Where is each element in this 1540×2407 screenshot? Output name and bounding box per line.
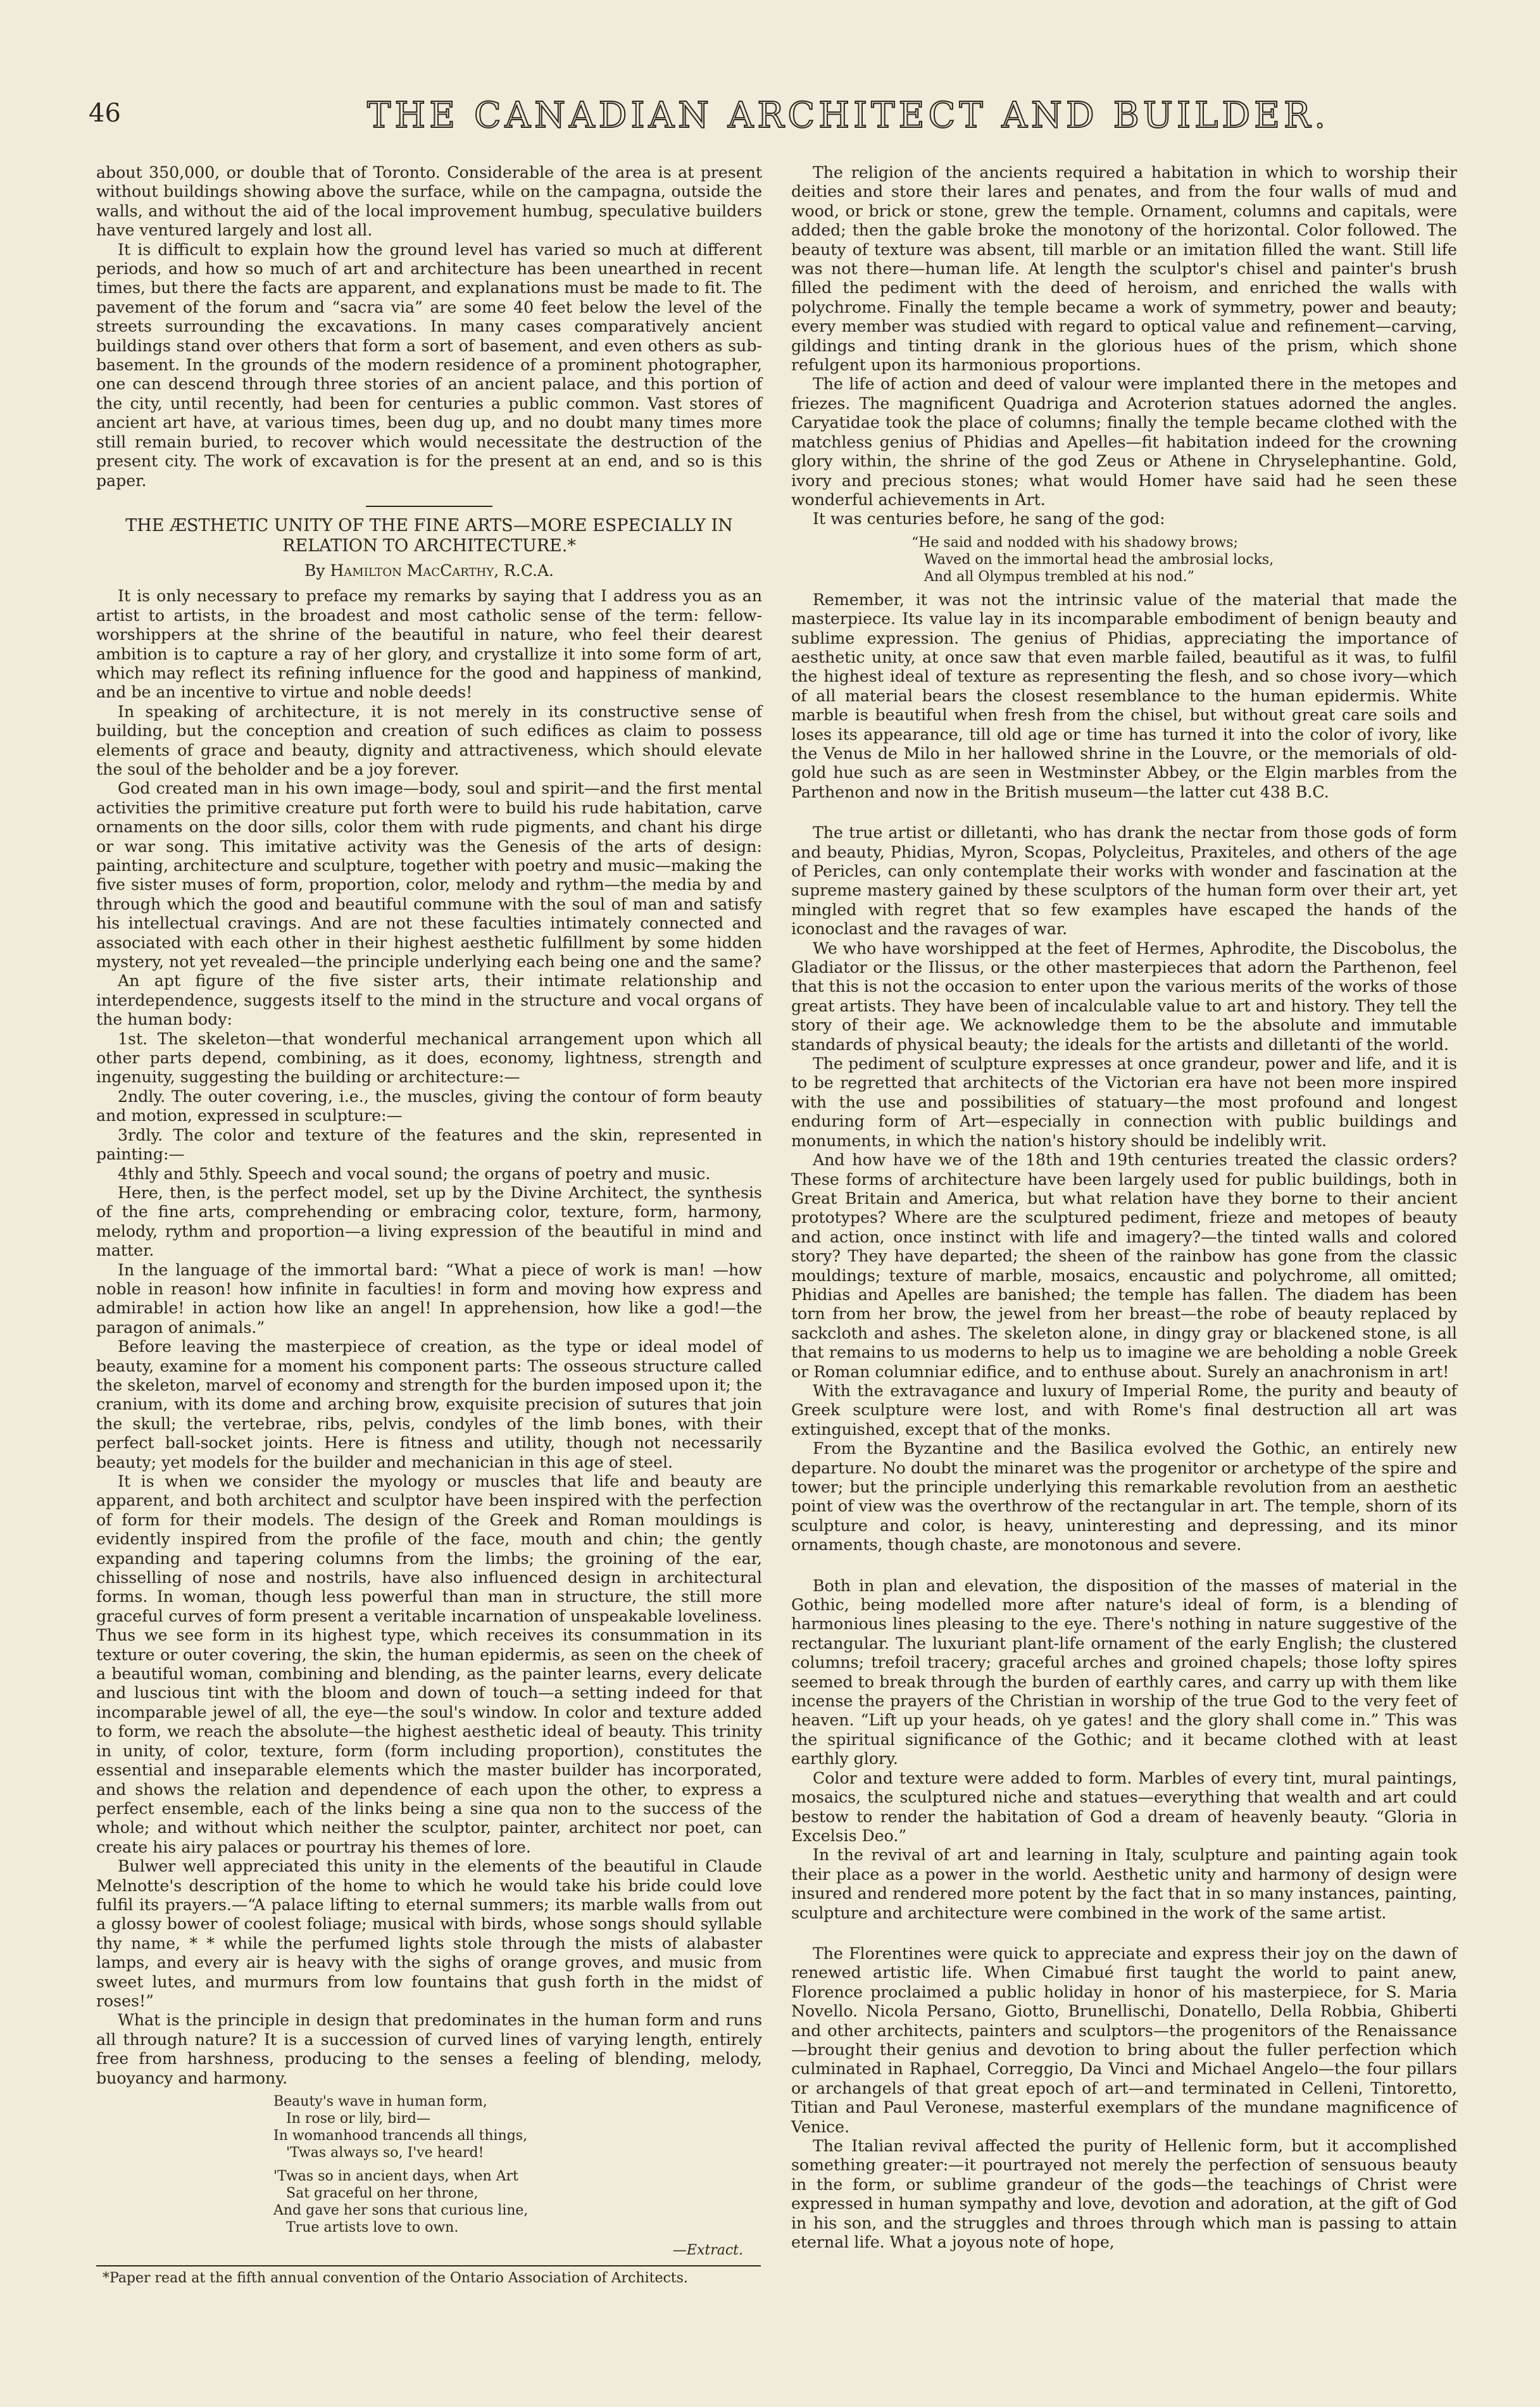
verse-attribution: —Extract. <box>672 2242 743 2258</box>
paragraph: The true artist or dilletanti, who has drank the nectar from those gods of form and beauty, Phidias, Myron, Scopas, Polycleitus, Praxiteles, and others of the age of Pericles, can only contemplate their works with wonder and fascination at the supreme mastery gained by these sculptors of the human form over their art, yet mingled with regret that so few examples have escaped the hands of the iconoclast and the ravages of war. <box>791 823 1457 939</box>
paragraph: An apt figure of the five sister arts, their intimate relationship and interdependence, suggests itself to the mind in the structure and vocal organs of the human body: <box>96 972 762 1029</box>
verse-line: In womanhood trancends all things, <box>273 2128 528 2144</box>
verse-line: 'Twas always so, I've heard! <box>286 2145 484 2161</box>
verse-extract <box>273 2093 762 2236</box>
paragraph: What is the principle in design that predominates in the human form and runs all through nature? It is a succession of curved lines of varying length, entirely free from harshness, producing to the senses a feeling of blending, melody, buoyancy and harmony. <box>96 2011 762 2087</box>
paragraph: In speaking of architecture, it is not merely in its constructive sense of building, but the conception and creation of such edifices as claim to possess elements of grace and beauty, dignity and attractiveness, which should elevate the soul of the beholder and be a joy forever. <box>96 702 762 778</box>
paragraph: The pediment of sculpture expresses at once grandeur, power and life, and it is to be regretted that architects of the Victorian era have not been more inspired with the use and possibilities of statuary—the most profound and longest enduring form of Art—especially in connection with public buildings and monuments, in which the nation's history should be indelibly writ. <box>791 1054 1457 1150</box>
running-head: THE CANADIAN ARCHITECT AND BUILDER. <box>366 95 1330 136</box>
footnote: *Paper read at the fifth annual convention of the Ontario Association of Architects. <box>103 2270 688 2287</box>
paragraph: Both in plan and elevation, the disposition of the masses of material in the Gothic, being modelled more after nature's ideal of form, is a blending of harmonious lines pleasing to the eye. There's nothing in nature suggestive of the rectangular. The luxuriant plant-life ornament of the early English; the clustered columns; trefoil tracery; graceful arches and groined chapels; those lofty spires seemed to break through the burden of earthly cares, and carry up with them like incense the prayers of the Christian in worship of the true God to the very feet of heaven. “Lift up your heads, oh ye gates! and the glory shall come in.” This was the spiritual significance of the Gothic; and it became clothed with at least earthly glory. <box>791 1576 1457 1768</box>
quote-line: “He said and nodded with his shadowy brows; <box>911 534 1238 551</box>
verse-line: 'Twas so in ancient days, when Art <box>273 2168 518 2184</box>
article-title: THE ÆSTHETIC UNITY OF THE FINE ARTS—MORE ESPECIALLY IN RELATION TO ARCHITECTURE.* <box>125 515 733 556</box>
section-divider <box>366 506 492 507</box>
paragraph: God created man in his own image—body, soul and spirit—and the first mental activities the primitive creature put forth were to build his rude habitation, carve ornaments on the door sills, color them with rude pigments, and chant his dirge or war song. This imitative activity was the Genesis of the arts of design: painting, architecture and sculpture, together with poetry and music—making the five sister muses of form, proportion, color, melody and rythm—the media by and through which the good and beautiful commune with the soul of man and satisfy his intellectual cravings. And are not these faculties intimately connected and associated with each other in their highest aesthetic fulfillment by some hidden mystery, not yet revealed—the principle underlying each being one and the same? <box>96 779 762 972</box>
paragraph-gap <box>791 1555 1457 1577</box>
quote-line: Waved on the immortal head the ambrosial locks, <box>924 551 1274 568</box>
paragraph-gap <box>791 1923 1457 1944</box>
paragraph: 3rdly. The color and texture of the features and the skin, represented in painting:— <box>96 1125 762 1164</box>
paragraph: 1st. The skeleton—that wonderful mechanical arrangement upon which all other parts depend, combining, as it does, economy, lightness, strength and ingenuity, suggesting the building or architecture:— <box>96 1029 762 1087</box>
paragraph: Remember, it was not the intrinsic value of the material that made the masterpiece. Its value lay in its incomparable embodiment of benign beauty and sublime expression. The genius of Phidias, appreciating the importance of aesthetic unity, at once saw that even marble failed, beautiful as it was, to fulfil the highest ideal of texture as representing the flesh, and so chose ivory—which of all material bears the closest resemblance to the human epidermis. White marble is beautiful when fresh from the chisel, but without great care soils and loses its appearance, till old age or time has turned it into the color of ivory, like the Venus de Milo in her hallowed shrine in the Louvre, or the memorials of old-gold hue such as are seen in Westminster Abbey, or the Elgin marbles from the Parthenon and now in the British museum—the latter cut 438 B.C. <box>791 590 1457 801</box>
paragraph: It is only necessary to preface my remarks by saying that I address you as an artist to artists, in the broadest and most catholic sense of the term: fellow-worshippers at the shrine of the beautiful in nature, who feel their dearest ambition is to capture a ray of her glory, and crystallize it into some form of art, which may reflect its refining influence for the good and happiness of mankind, and be an incentive to virtue and noble deeds! <box>96 587 762 702</box>
paragraph: 2ndly. The outer covering, i.e., the muscles, giving the contour of form beauty and motion, expressed in sculpture:— <box>96 1087 762 1125</box>
byline <box>96 561 762 580</box>
homer-quotation <box>911 534 1457 585</box>
paragraph: Color and texture were added to form. Marbles of every tint, mural paintings, mosaics, the sculptured niche and statues—everything that wealth and art could bestow to render the habitation of God a dream of heavenly beauty. “Gloria in Excelsis Deo.” <box>791 1768 1457 1845</box>
paragraph: The religion of the ancients required a habitation in which to worship their deities and store their lares and penates, and from the four walls of mud and wood, or brick or stone, grew the temple. Ornament, columns and capitals, were added; then the gable broke the monotony of the horizontal. Color followed. The beauty of texture was absent, till marble or an imitation filled the want. Still life was not there—human life. At length the sculptor's chisel and painter's brush filled the pediment with the deed of heroism, and enriched the walls with polychrome. Finally the temple became a work of symmetry, power and beauty; every member was studied with regard to optical value and refinement—carving, gildings and tinting drank in the glorious hues of the prism, which shone refulgent upon its harmonious proportions. <box>791 163 1457 375</box>
paragraph: The Florentines were quick to appreciate and express their joy on the dawn of renewed artistic life. When Cimabué first taught the world to paint anew, Florence proclaimed a public holiday in honor of his masterpiece, for S. Maria Novello. Nicola Persano, Giotto, Brunellischi, Donatello, Della Robbia, Ghiberti and other architects, painters and sculptors—the progenitors of the Renaissance—brought their genius and devotion to bring about the fuller perfection which culminated in Raphael, Correggio, Da Vinci and Michael Angelo—the four pillars or archangels of that great epoch of art—and terminated in Celleni, Tintoretto, Titian and Paul Veronese, masterful exemplars of the mundane magnificence of Venice. <box>791 1944 1457 2136</box>
paragraph: Here, then, is the perfect model, set up by the Divine Architect, the synthesis of the fine arts, comprehending or embracing color, texture, form, harmony, melody, rythm and proportion—a living expression of the beautiful in mind and matter. <box>96 1183 762 1260</box>
paragraph-gap <box>791 802 1457 823</box>
paragraph: In the language of the immortal bard: “What a piece of work is man! —how noble in reason! how infinite in faculties! in form and moving how express and admirable! in action how like an angel! In apprehension, how like a god!—the paragon of animals.” <box>96 1260 762 1337</box>
paragraph: 4thly and 5thly. Speech and vocal sound; the organs of poetry and music. <box>118 1164 711 1183</box>
paragraph: It was centuries before, he sang of the god: <box>813 510 1165 528</box>
page-number: 46 <box>89 99 121 128</box>
paragraph: In the revival of art and learning in Italy, sculpture and painting again took their place as a power in the world. Aesthetic unity and harmony of design were insured and rendered more potent by the fact that in so many instances, painting, sculpture and architecture were combined in the work of the same artist. <box>791 1846 1457 1922</box>
verse-line: In rose or lily, bird— <box>286 2111 430 2127</box>
verse-line: Beauty's wave in human form, <box>273 2094 487 2110</box>
paragraph: about 350,000, or double that of Toronto. Considerable of the area is at present without buildings showing above the surface, while on the campagna, outside the walls, and without the aid of the local improvement humbug, speculative builders have ventured largely and lost all. <box>96 163 762 240</box>
page-header <box>89 95 1456 152</box>
paragraph: We who have worshipped at the feet of Hermes, Aphrodite, the Discobolus, the Gladiator or the Ilissus, or the other masterpieces that adorn the Parthenon, feel that this is not the occasion to enter upon the various merits of the works of those great artists. They have been of incalculable value to art and history. They tell the story of their age. We acknowledge them to be the absolute and immutable standards of physical beauty; the ideals for the artists and dilletanti of the world. <box>791 939 1457 1054</box>
verse-line: Sat graceful on her throne, <box>286 2185 479 2201</box>
paragraph: With the extravagance and luxury of Imperial Rome, the purity and beauty of Greek sculpture were lost, and with Rome's final destruction all art was extinguished, except that of the monks. <box>791 1381 1457 1439</box>
paragraph: From the Byzantine and the Basilica evolved the Gothic, an entirely new departure. No doubt the minaret was the progenitor or archetype of the spire and tower; but the principle underlying this remarkable revolution from an aesthetic point of view was the overthrow of the rectangular in art. The temple, shorn of its sculpture and color, is heavy, uninteresting and depressing, and its minor ornaments, though chaste, are monotonous and severe. <box>791 1439 1457 1554</box>
paragraph: And how have we of the 18th and 19th centuries treated the classic orders? These forms of architecture have been largely used for public buildings, both in Great Britain and America, but what relation have they borne to their ancient prototypes? Where are the sculptured pediment, frieze and metopes of beauty and action, once instinct with life and imagery?—the tinted walls and colored story? They have departed; the sheen of the rainbow has gone from the classic mouldings; texture of marble, mosaics, encaustic and polychrome, all omitted; Phidias and Apelles are banished; the temple has fallen. The diadem has been torn from her brow, the jewel from her breast—the robe of beauty replaced by sackcloth and ashes. The skeleton alone, in dingy gray or blackened stone, is all that remains to us moderns to help us to imagine we are beholding a noble Greek or Roman columniar edifice, and to enthuse about. Surely an anachronism in art! <box>791 1151 1457 1381</box>
verse-line: And gave her sons that curious line, <box>273 2203 529 2218</box>
left-column <box>96 163 762 2287</box>
author-name: Hamilton MacCarthy, R.C.A. <box>330 561 554 580</box>
paragraph: It is when we consider the myology or muscles that life and beauty are apparent, and both architect and sculptor have been inspired with the perfection of form for their models. The design of the Greek and Roman mouldings is evidently inspired from the profile of the face, mouth and chin; the gently expanding and tapering columns from the limbs; the groining of the ear, chisselling of nose and nostrils, have also influenced design in architectural forms. In woman, though less powerful than man in structure, the still more graceful curves of form present a veritable incarnation of unspeakable loveliness. Thus we see form in its highest type, which receives its consummation in its texture or outer covering, the skin, the human epidermis, as seen on the cheek of a beautiful woman, combining and blending, as the painter learns, every delicate and luscious tint with the bloom and down of touch—a setting indeed for that incomparable jewel of all, the eye—the soul's window. In color and texture added to form, we reach the absolute—the highest aesthetic ideal of beauty. This trinity in unity, of color, texture, form (form including proportion), constitutes the essential and inseparable elements which the master builder has incorporated, and shows the relation and dependence of each upon the other, to express a perfect ensemble, each of the links being a sine qua non to the success of the whole; and without which neither the sculptor, painter, architect nor poet, can create his airy palaces or pourtray his themes of lore. <box>96 1472 762 1856</box>
quote-line: And all Olympus trembled at his nod.” <box>924 568 1194 585</box>
right-column <box>791 163 1457 2252</box>
footnote-rule <box>96 2265 761 2266</box>
verse-line: True artists love to own. <box>286 2220 459 2235</box>
byline-prefix: By <box>304 561 325 580</box>
paragraph: It is difficult to explain how the ground level has varied so much at different periods, and how so much of art and architecture has been unearthed in recent times, but there the facts are apparent, and explanations must be made to fit. The pavement of the forum and “sacra via” are some 40 feet below the level of the streets surrounding the excavations. In many cases comparatively ancient buildings stand over others that form a sort of basement, and even others as sub-basement. In the grounds of the modern residence of a prominent photographer, one can descend through three stories of an ancient palace, and this portion of the city, until recently, had been for centuries a public common. Vast stores of ancient art have, at various times, been dug up, and no doubt many times more still remain buried, to recover which would necessitate the destruction of the present city. The work of excavation is for the present at an end, and so is this paper. <box>96 240 762 490</box>
paragraph: The Italian revival affected the purity of Hellenic form, but it accomplished something greater:—it pourtrayed not merely the perfection of sensuous beauty in the form, or sublime grandeur of the gods—the teachings of Christ were expressed in human sympathy and love, devotion and adoration, at the gift of God in his son, and the struggles and throes through which man is passing to attain eternal life. What a joyous note of hope, <box>791 2137 1457 2252</box>
paragraph: Before leaving the masterpiece of creation, as the type or ideal model of beauty, examine for a moment his component parts: The osseous structure called the skeleton, marvel of economy and strength for the burden imposed upon it; the cranium, with its dome and arching brow, exquisite precision of sutures that join the skull; the vertebrae, ribs, pelvis, condyles of the limb bones, with their perfect ball-socket joints. Here is fitness and utility, though not necessarily beauty; yet models for the builder and mechanician in this age of steel. <box>96 1337 762 1472</box>
paragraph: Bulwer well appreciated this unity in the elements of the beautiful in Claude Melnotte's description of the home to which he would take his bride could love fulfil its prayers.—“A palace lifting to eternal summers; its marble walls from out a glossy bower of coolest foliage; musical with birds, whose songs should syllable thy name, * * while the perfumed lights stole through the mists of alabaster lamps, and every air is heavy with the sighs of orange groves, and music from sweet lutes, and murmurs from low fountains that gush forth in the midst of roses!” <box>96 1857 762 2010</box>
paragraph: The life of action and deed of valour were implanted there in the metopes and friezes. The magnificent Quadriga and Acroterion statues adorned the angles. Caryatidae took the place of columns; finally the temple became clothed with the matchless genius of Phidias and Apelles—fit habitation indeed for the crowning glory within, the shrine of the god Zeus or Athene in Chryselephantine. Gold, ivory and precious stones; what would Homer have said had he seen these wonderful achievements in Art. <box>791 375 1457 509</box>
